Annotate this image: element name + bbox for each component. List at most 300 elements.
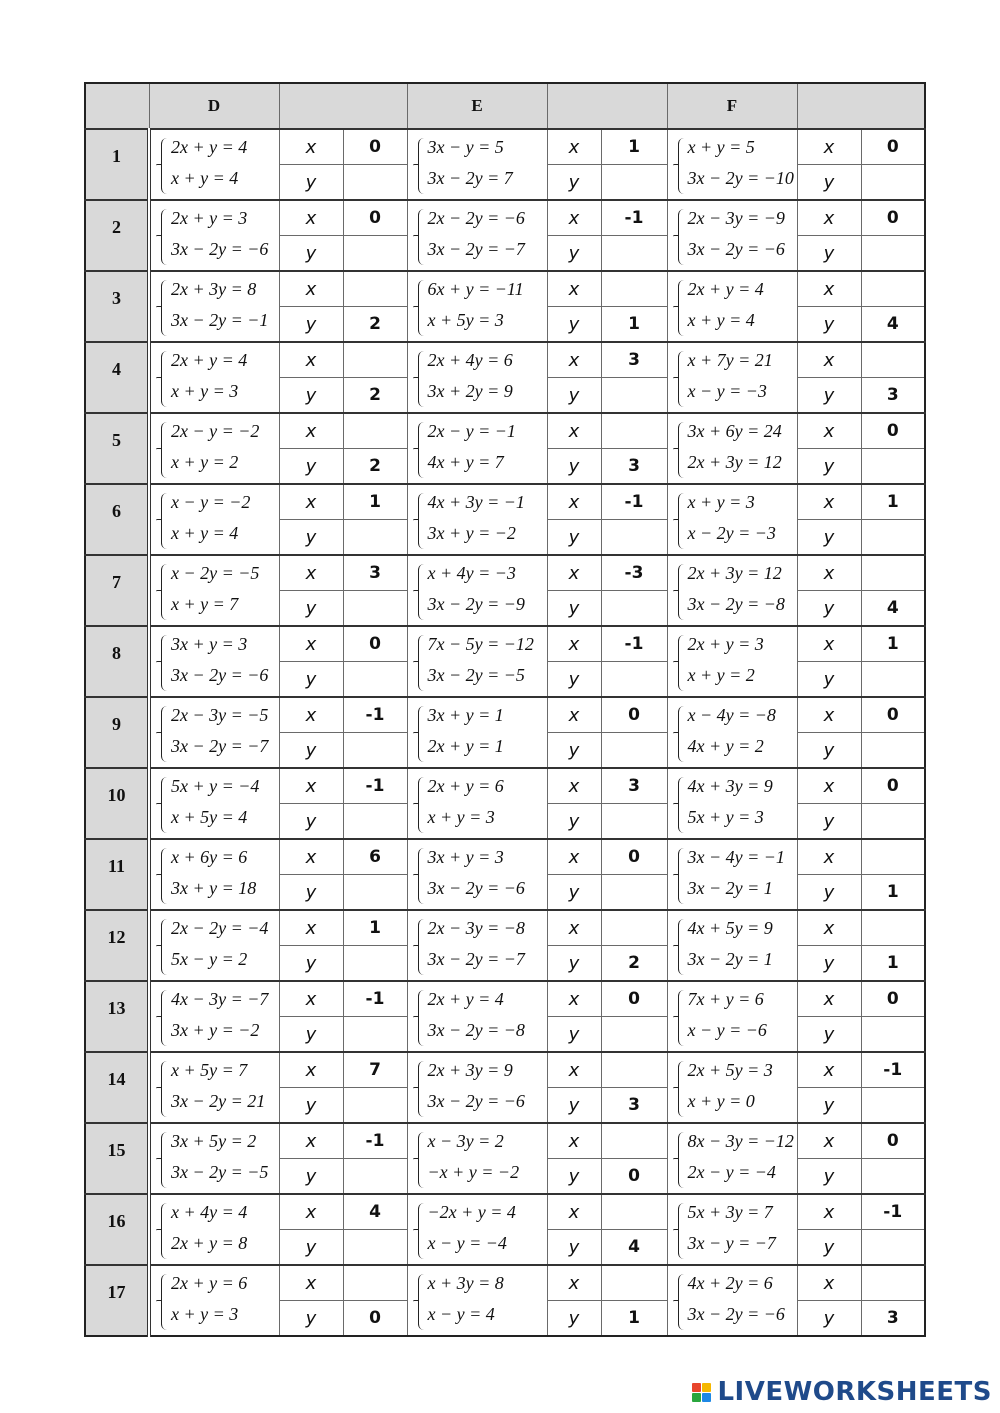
column-header-d: D xyxy=(149,83,279,129)
equation-system xyxy=(667,839,797,910)
equation-system xyxy=(407,413,547,484)
y-answer-box[interactable] xyxy=(343,1230,407,1266)
y-answer-box[interactable]: 2 xyxy=(343,449,407,485)
brace-icon xyxy=(161,990,170,1046)
y-answer-box[interactable] xyxy=(601,1017,667,1053)
brace-icon xyxy=(161,138,170,194)
equation-1: x − 2y = −5 xyxy=(171,562,260,583)
y-answer-box[interactable] xyxy=(343,165,407,201)
y-label: y xyxy=(279,946,343,982)
equation-system xyxy=(407,697,547,768)
x-label: x xyxy=(547,1265,601,1301)
y-answer-box[interactable]: 3 xyxy=(601,1088,667,1124)
y-answer-box[interactable]: 3 xyxy=(861,378,925,414)
x-label: x xyxy=(547,342,601,378)
y-answer-box[interactable]: 2 xyxy=(343,307,407,343)
y-label: y xyxy=(279,804,343,840)
y-answer-box[interactable]: 1 xyxy=(861,875,925,911)
y-answer-box[interactable]: 2 xyxy=(601,946,667,982)
y-answer-box[interactable] xyxy=(343,733,407,769)
table-row xyxy=(85,271,925,307)
equation-2: 3x − 2y = −8 xyxy=(427,1019,525,1040)
x-label: x xyxy=(797,342,861,378)
row-number: 5 xyxy=(85,413,149,484)
equation-system xyxy=(149,697,279,768)
equation-1: x + y = 5 xyxy=(687,136,755,157)
y-label: y xyxy=(279,449,343,485)
x-answer-box[interactable]: 0 xyxy=(861,697,925,733)
liveworksheets-logo-icon xyxy=(692,1383,711,1402)
x-label: x xyxy=(279,555,343,591)
equation-1: 2x − 2y = −4 xyxy=(171,917,269,938)
equation-2: 3x − 2y = −7 xyxy=(427,948,525,969)
equation-2: 2x + y = 8 xyxy=(171,1232,248,1253)
y-answer-box[interactable]: 3 xyxy=(861,1301,925,1337)
equation-2: 3x + 2y = 9 xyxy=(427,380,513,401)
equation-system-box xyxy=(151,842,279,908)
brace-icon xyxy=(418,564,427,620)
x-label: x xyxy=(797,1265,861,1301)
column-header-blank xyxy=(547,83,667,129)
y-answer-box[interactable] xyxy=(601,662,667,698)
y-label: y xyxy=(279,236,343,272)
y-answer-box[interactable] xyxy=(861,1159,925,1195)
x-label: x xyxy=(547,129,601,165)
y-label: y xyxy=(797,449,861,485)
x-label: x xyxy=(797,1123,861,1159)
y-answer-box[interactable] xyxy=(601,165,667,201)
x-label: x xyxy=(797,839,861,875)
table-row xyxy=(85,910,925,946)
x-answer-box[interactable]: -1 xyxy=(343,768,407,804)
x-answer-box[interactable] xyxy=(861,1265,925,1301)
x-answer-box[interactable] xyxy=(601,1052,667,1088)
y-label: y xyxy=(279,1230,343,1266)
equation-system-box xyxy=(668,345,797,411)
x-answer-box[interactable]: -1 xyxy=(861,1052,925,1088)
x-answer-box[interactable]: 4 xyxy=(343,1194,407,1230)
equation-system-box xyxy=(151,345,279,411)
equation-2: x + y = 7 xyxy=(171,593,239,614)
y-answer-box[interactable] xyxy=(343,1159,407,1195)
x-answer-box[interactable] xyxy=(343,271,407,307)
x-answer-box[interactable]: 0 xyxy=(861,768,925,804)
y-answer-box[interactable]: 3 xyxy=(601,449,667,485)
equation-system xyxy=(667,342,797,413)
y-label: y xyxy=(797,1301,861,1337)
equation-system-box xyxy=(151,700,279,766)
x-answer-box[interactable]: 1 xyxy=(861,484,925,520)
y-answer-box[interactable] xyxy=(601,520,667,556)
equation-2: 3x − 2y = −8 xyxy=(687,593,785,614)
brace-icon xyxy=(161,1061,170,1117)
equation-system-box xyxy=(408,345,547,411)
x-label: x xyxy=(547,981,601,1017)
x-answer-box[interactable]: 3 xyxy=(601,768,667,804)
x-answer-box[interactable] xyxy=(601,271,667,307)
y-label: y xyxy=(547,1088,601,1124)
equation-system-box xyxy=(151,132,279,198)
y-answer-box[interactable] xyxy=(861,236,925,272)
equation-system-box xyxy=(408,487,547,553)
equation-system xyxy=(667,200,797,271)
row-number: 6 xyxy=(85,484,149,555)
y-answer-box[interactable]: 2 xyxy=(343,378,407,414)
x-answer-box[interactable] xyxy=(861,271,925,307)
equation-system xyxy=(407,1123,547,1194)
y-answer-box[interactable] xyxy=(343,520,407,556)
x-answer-box[interactable]: 6 xyxy=(343,839,407,875)
x-label: x xyxy=(279,1123,343,1159)
row-number: 13 xyxy=(85,981,149,1052)
x-answer-box[interactable] xyxy=(343,1265,407,1301)
equation-system-box xyxy=(151,984,279,1050)
x-answer-box[interactable]: 0 xyxy=(343,129,407,165)
brace-icon xyxy=(678,848,687,904)
y-answer-box[interactable] xyxy=(343,662,407,698)
equation-system xyxy=(667,1123,797,1194)
brace-icon xyxy=(678,919,687,975)
equation-system-box xyxy=(668,416,797,482)
table-row xyxy=(85,697,925,733)
x-label: x xyxy=(797,129,861,165)
x-answer-box[interactable] xyxy=(861,910,925,946)
equation-system xyxy=(149,1052,279,1123)
x-answer-box[interactable]: 0 xyxy=(861,981,925,1017)
x-answer-box[interactable]: 0 xyxy=(343,200,407,236)
equation-system xyxy=(667,981,797,1052)
equation-system-box xyxy=(151,487,279,553)
equation-2: x + y = 0 xyxy=(687,1090,755,1111)
x-answer-box[interactable]: 0 xyxy=(601,697,667,733)
equation-1: 3x − 4y = −1 xyxy=(687,846,785,867)
y-answer-box[interactable] xyxy=(343,1017,407,1053)
y-answer-box[interactable] xyxy=(343,875,407,911)
y-label: y xyxy=(797,591,861,627)
y-answer-box[interactable]: 4 xyxy=(601,1230,667,1266)
y-answer-box[interactable] xyxy=(343,946,407,982)
x-label: x xyxy=(547,626,601,662)
brace-icon xyxy=(678,138,687,194)
x-answer-box[interactable]: 0 xyxy=(861,413,925,449)
x-answer-box[interactable]: -1 xyxy=(343,697,407,733)
equation-system xyxy=(667,1265,797,1336)
equation-2: 3x − 2y = 7 xyxy=(427,167,513,188)
equation-2: 2x − y = −4 xyxy=(687,1161,776,1182)
logo-square xyxy=(702,1383,711,1392)
y-label: y xyxy=(547,875,601,911)
x-label: x xyxy=(279,129,343,165)
equation-system-box xyxy=(151,1055,279,1121)
x-label: x xyxy=(547,768,601,804)
x-label: x xyxy=(547,839,601,875)
x-answer-box[interactable]: 0 xyxy=(601,839,667,875)
row-number: 1 xyxy=(85,129,149,200)
x-answer-box[interactable]: 1 xyxy=(861,626,925,662)
y-answer-box[interactable]: 0 xyxy=(343,1301,407,1337)
equation-2: 3x − 2y = −6 xyxy=(427,1090,525,1111)
y-answer-box[interactable]: 1 xyxy=(601,1301,667,1337)
equation-system-box xyxy=(668,984,797,1050)
x-answer-box[interactable] xyxy=(601,910,667,946)
y-answer-box[interactable] xyxy=(601,875,667,911)
equation-system-box xyxy=(408,558,547,624)
logo-square xyxy=(702,1393,711,1402)
equation-1: −2x + y = 4 xyxy=(427,1201,516,1222)
x-answer-box[interactable]: -1 xyxy=(343,1123,407,1159)
y-answer-box[interactable] xyxy=(861,804,925,840)
equation-2: 5x + y = 3 xyxy=(687,806,764,827)
equation-1: x − y = −2 xyxy=(171,491,251,512)
y-answer-box[interactable] xyxy=(601,236,667,272)
brace-icon xyxy=(161,209,170,265)
x-answer-box[interactable] xyxy=(861,342,925,378)
equation-system-box xyxy=(151,558,279,624)
x-answer-box[interactable] xyxy=(601,1194,667,1230)
equation-system xyxy=(407,342,547,413)
brace-icon xyxy=(161,848,170,904)
x-answer-box[interactable]: 1 xyxy=(343,910,407,946)
y-label: y xyxy=(547,165,601,201)
y-answer-box[interactable] xyxy=(861,449,925,485)
y-label: y xyxy=(797,378,861,414)
y-label: y xyxy=(279,591,343,627)
equation-2: 3x − 2y = 1 xyxy=(687,948,773,969)
x-label: x xyxy=(547,200,601,236)
y-answer-box[interactable] xyxy=(601,591,667,627)
column-header-f: F xyxy=(667,83,797,129)
equation-2: 3x − y = −7 xyxy=(687,1232,776,1253)
x-label: x xyxy=(279,1052,343,1088)
x-label: x xyxy=(279,626,343,662)
equation-system xyxy=(149,1265,279,1336)
brace-icon xyxy=(418,493,427,549)
brace-icon xyxy=(678,1132,687,1188)
equation-2: 2x + y = 1 xyxy=(427,735,504,756)
equation-2: x + y = 2 xyxy=(171,451,239,472)
equation-system-box xyxy=(408,913,547,979)
table-row xyxy=(85,1265,925,1301)
equation-1: x − 4y = −8 xyxy=(687,704,776,725)
y-label: y xyxy=(547,520,601,556)
equation-1: 2x + y = 4 xyxy=(687,278,764,299)
equation-1: 2x + y = 3 xyxy=(687,633,764,654)
y-answer-box[interactable] xyxy=(601,378,667,414)
x-answer-box[interactable] xyxy=(601,1123,667,1159)
x-answer-box[interactable] xyxy=(601,413,667,449)
brace-icon xyxy=(161,280,170,336)
y-label: y xyxy=(279,165,343,201)
x-label: x xyxy=(547,697,601,733)
y-answer-box[interactable] xyxy=(861,520,925,556)
equation-system xyxy=(407,1194,547,1265)
table-row xyxy=(85,768,925,804)
equation-2: 3x − 2y = −5 xyxy=(427,664,525,685)
y-label: y xyxy=(279,378,343,414)
brace-icon xyxy=(161,1132,170,1188)
equation-2: 3x − 2y = −7 xyxy=(427,238,525,259)
x-answer-box[interactable]: -1 xyxy=(601,626,667,662)
equation-1: x + 4y = 4 xyxy=(171,1201,248,1222)
brace-icon xyxy=(418,1203,427,1259)
x-label: x xyxy=(279,981,343,1017)
equation-system-box xyxy=(151,629,279,695)
column-header-e: E xyxy=(407,83,547,129)
equation-1: 2x − 3y = −8 xyxy=(427,917,525,938)
y-answer-box[interactable] xyxy=(861,733,925,769)
y-answer-box[interactable] xyxy=(343,591,407,627)
equation-system-box xyxy=(408,1268,547,1334)
equation-system xyxy=(149,555,279,626)
brace-icon xyxy=(678,351,687,407)
equation-system-box xyxy=(408,416,547,482)
x-label: x xyxy=(797,555,861,591)
equation-system xyxy=(667,129,797,200)
equation-2: x − 2y = −3 xyxy=(687,522,776,543)
equation-1: x + 6y = 6 xyxy=(171,846,248,867)
y-answer-box[interactable] xyxy=(601,804,667,840)
brace-icon xyxy=(678,493,687,549)
equation-system xyxy=(407,768,547,839)
x-answer-box[interactable]: -1 xyxy=(861,1194,925,1230)
x-answer-box[interactable] xyxy=(861,555,925,591)
equation-system-box xyxy=(408,771,547,837)
logo-square xyxy=(692,1383,701,1392)
y-label: y xyxy=(547,1230,601,1266)
row-number: 10 xyxy=(85,768,149,839)
x-answer-box[interactable] xyxy=(861,839,925,875)
y-label: y xyxy=(547,804,601,840)
y-answer-box[interactable]: 0 xyxy=(601,1159,667,1195)
equation-system xyxy=(667,626,797,697)
y-label: y xyxy=(547,733,601,769)
x-label: x xyxy=(279,768,343,804)
x-label: x xyxy=(797,271,861,307)
x-label: x xyxy=(797,768,861,804)
y-answer-box[interactable]: 1 xyxy=(861,946,925,982)
brace-icon xyxy=(418,1061,427,1117)
x-label: x xyxy=(279,910,343,946)
brace-icon xyxy=(678,777,687,833)
equation-system xyxy=(149,129,279,200)
y-answer-box[interactable] xyxy=(343,804,407,840)
y-answer-box[interactable]: 4 xyxy=(861,591,925,627)
equation-system xyxy=(667,271,797,342)
equation-2: x − y = −6 xyxy=(687,1019,767,1040)
equation-system xyxy=(149,626,279,697)
x-answer-box[interactable]: 0 xyxy=(601,981,667,1017)
x-label: x xyxy=(547,910,601,946)
equation-1: 5x + 3y = 7 xyxy=(687,1201,773,1222)
x-label: x xyxy=(797,697,861,733)
x-answer-box[interactable]: -3 xyxy=(601,555,667,591)
x-answer-box[interactable]: 7 xyxy=(343,1052,407,1088)
x-answer-box[interactable] xyxy=(343,342,407,378)
y-answer-box[interactable]: 1 xyxy=(601,307,667,343)
row-number: 12 xyxy=(85,910,149,981)
equation-1: 2x − y = −2 xyxy=(171,420,260,441)
equation-system xyxy=(407,839,547,910)
y-answer-box[interactable] xyxy=(343,1088,407,1124)
equation-system xyxy=(667,910,797,981)
equation-system xyxy=(149,200,279,271)
brace-icon xyxy=(418,351,427,407)
y-label: y xyxy=(547,449,601,485)
x-answer-box[interactable]: 3 xyxy=(601,342,667,378)
brace-icon xyxy=(678,280,687,336)
equation-2: −x + y = −2 xyxy=(427,1161,520,1182)
x-answer-box[interactable]: 0 xyxy=(861,1123,925,1159)
x-answer-box[interactable]: 1 xyxy=(343,484,407,520)
y-label: y xyxy=(279,1017,343,1053)
equation-1: 6x + y = −11 xyxy=(427,278,524,299)
x-answer-box[interactable]: -1 xyxy=(343,981,407,1017)
x-answer-box[interactable]: 0 xyxy=(861,129,925,165)
x-label: x xyxy=(797,626,861,662)
equation-system xyxy=(149,910,279,981)
x-answer-box[interactable]: -1 xyxy=(601,200,667,236)
x-answer-box[interactable] xyxy=(601,1265,667,1301)
y-label: y xyxy=(279,875,343,911)
x-label: x xyxy=(547,1052,601,1088)
equation-2: x + y = 3 xyxy=(171,380,239,401)
x-answer-box[interactable] xyxy=(343,413,407,449)
brace-icon xyxy=(678,1203,687,1259)
equation-system-box xyxy=(668,203,797,269)
row-number: 15 xyxy=(85,1123,149,1194)
x-label: x xyxy=(547,484,601,520)
equation-1: x − 3y = 2 xyxy=(427,1130,504,1151)
table-row xyxy=(85,1052,925,1088)
x-answer-box[interactable]: 3 xyxy=(343,555,407,591)
x-answer-box[interactable]: -1 xyxy=(601,484,667,520)
equation-2: x + 5y = 4 xyxy=(171,806,248,827)
equation-system xyxy=(407,129,547,200)
y-answer-box[interactable] xyxy=(601,733,667,769)
equation-system-box xyxy=(668,842,797,908)
x-answer-box[interactable]: 0 xyxy=(861,200,925,236)
equation-2: 4x + y = 7 xyxy=(427,451,504,472)
equation-1: 4x − 3y = −7 xyxy=(171,988,269,1009)
equation-1: 2x + y = 6 xyxy=(427,775,504,796)
equation-2: x − y = −3 xyxy=(687,380,767,401)
equation-1: x + 7y = 21 xyxy=(687,349,773,370)
equation-system xyxy=(407,200,547,271)
y-answer-box[interactable] xyxy=(861,662,925,698)
y-answer-box[interactable] xyxy=(861,1088,925,1124)
y-answer-box[interactable] xyxy=(861,1230,925,1266)
y-answer-box[interactable]: 4 xyxy=(861,307,925,343)
x-label: x xyxy=(279,697,343,733)
y-answer-box[interactable] xyxy=(343,236,407,272)
equation-system xyxy=(407,981,547,1052)
equation-1: 5x + y = −4 xyxy=(171,775,260,796)
y-answer-box[interactable] xyxy=(861,165,925,201)
equation-2: 3x − 2y = −9 xyxy=(427,593,525,614)
y-label: y xyxy=(279,733,343,769)
brace-icon xyxy=(678,1061,687,1117)
y-answer-box[interactable] xyxy=(861,1017,925,1053)
equation-2: x − y = 4 xyxy=(427,1303,495,1324)
x-label: x xyxy=(797,1194,861,1230)
x-answer-box[interactable]: 0 xyxy=(343,626,407,662)
table-row xyxy=(85,1194,925,1230)
x-answer-box[interactable]: 1 xyxy=(601,129,667,165)
brace-icon xyxy=(418,777,427,833)
x-label: x xyxy=(547,1194,601,1230)
equation-system-box xyxy=(408,1055,547,1121)
brace-icon xyxy=(161,564,170,620)
